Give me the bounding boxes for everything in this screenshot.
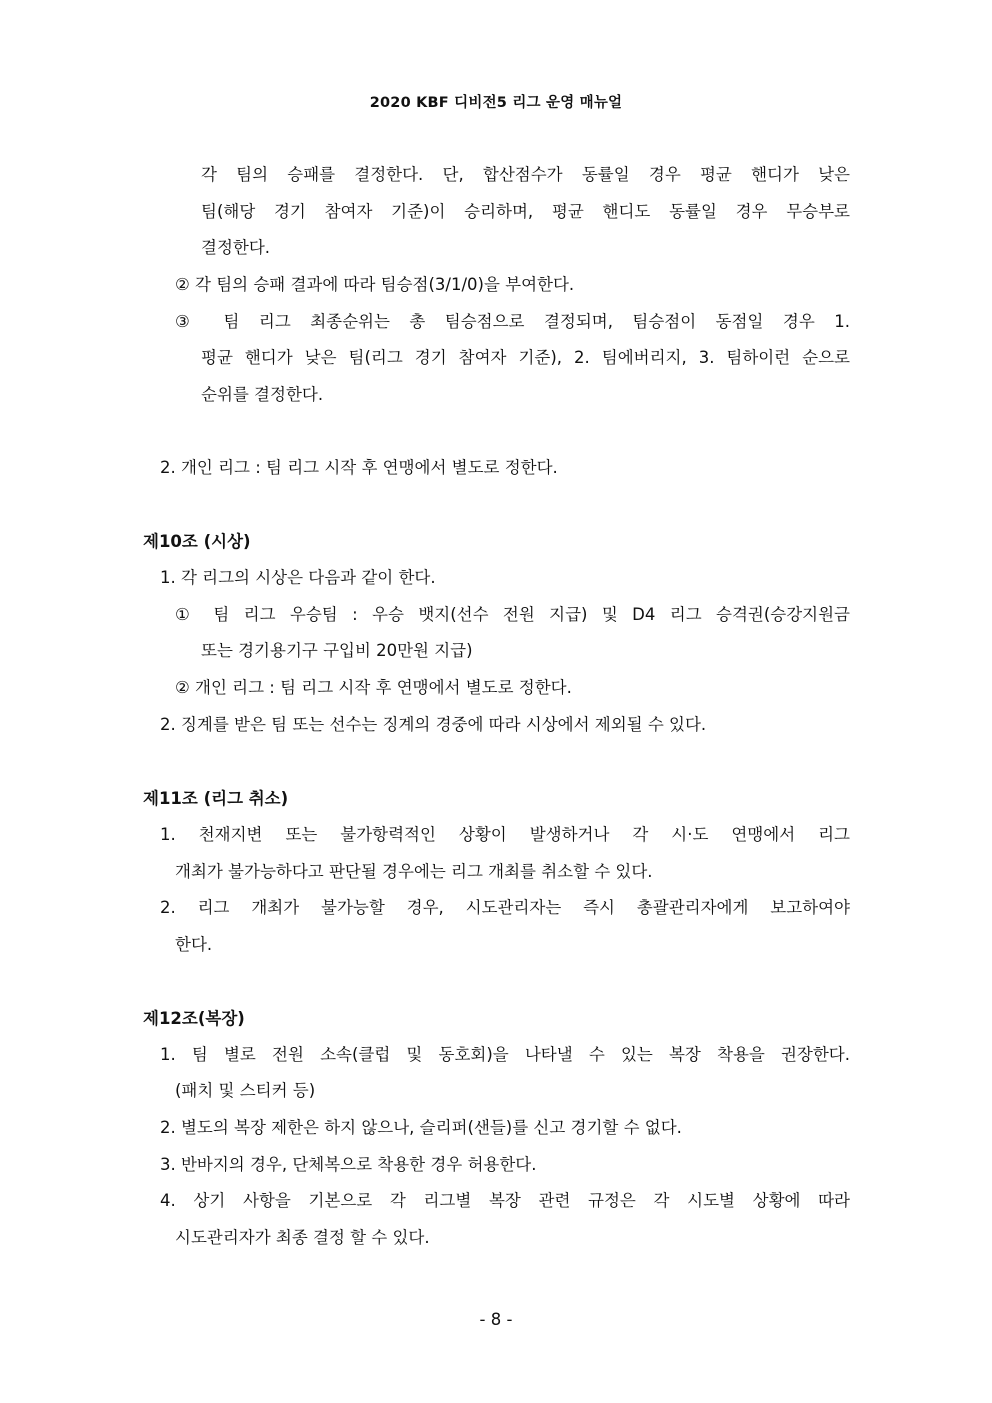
article12-item-3: 3. 반바지의 경우, 단체복으로 착용한 경우 허용한다.: [160, 1155, 537, 1174]
article12-item-2: 2. 별도의 복장 제한은 하지 않으나, 슬리퍼(샌들)를 신고 경기할 수 없다.: [160, 1118, 682, 1137]
article11-item-1-line-1: 1. 천재지변 또는 불가항력적인 상황이 발생하거나 각 시·도 연맹에서 리그: [160, 825, 850, 844]
article12-item-1-line-1: 1. 팀 별로 전원 소속(클럽 및 동호회)을 나타낼 수 있는 복장 착용을 권장한다.: [160, 1045, 850, 1064]
article10-sub-1-line-1: ① 팀 리그 우승팀 : 우승 뱃지(선수 전원 지급) 및 D4 리그 승격권(승강지원금: [175, 605, 850, 624]
article10-sub-1-line-2: 또는 경기용기구 구입비 20만원 지급): [201, 641, 473, 660]
article12-heading: 제12조(복장): [143, 1009, 245, 1028]
article9-item-3-line-2: 평균 핸디가 낮은 팀(리그 경기 참여자 기준), 2. 팀에버리지, 3. 팀하이런 순으로: [201, 348, 850, 367]
article11-item-2-line-2: 한다.: [175, 935, 213, 954]
article12-item-4-line-1: 4. 상기 사항을 기본으로 각 리그별 복장 관련 규정은 각 시도별 상황에 따라: [160, 1191, 850, 1210]
article12-item-1-line-2: (패치 및 스티커 등): [175, 1081, 316, 1100]
document-header-title: 2020 KBF 디비전5 리그 운영 매뉴얼: [369, 95, 623, 111]
article9-item-3-line-1: ③ 팀 리그 최종순위는 총 팀승점으로 결정되며, 팀승점이 동점일 경우 1.: [175, 312, 850, 331]
article11-item-2-line-1: 2. 리그 개최가 불가능할 경우, 시도관리자는 즉시 총괄관리자에게 보고하여야: [160, 898, 850, 917]
article12-item-4-line-2: 시도관리자가 최종 결정 할 수 있다.: [175, 1228, 430, 1247]
article9-section-2: 2. 개인 리그 : 팀 리그 시작 후 연맹에서 별도로 정한다.: [160, 458, 558, 477]
article10-sub-2: ② 개인 리그 : 팀 리그 시작 후 연맹에서 별도로 정한다.: [175, 678, 572, 697]
article11-item-1-line-2: 개최가 불가능하다고 판단될 경우에는 리그 개최를 취소할 수 있다.: [175, 862, 653, 881]
article9-paragraph-line-1: 각 팀의 승패를 결정한다. 단, 합산점수가 동률일 경우 평균 핸디가 낮은: [201, 165, 850, 184]
article9-item-3-line-3: 순위를 결정한다.: [201, 385, 324, 404]
article11-heading: 제11조 (리그 취소): [143, 789, 289, 808]
article10-heading: 제10조 (시상): [143, 532, 251, 551]
page-number: - 8 -: [479, 1310, 513, 1329]
article9-paragraph-line-2: 팀(해당 경기 참여자 기준)이 승리하며, 평균 핸디도 동률일 경우 무승부로: [201, 202, 850, 221]
article9-item-2: ② 각 팀의 승패 결과에 따라 팀승점(3/1/0)을 부여한다.: [175, 275, 575, 294]
article10-item-1: 1. 각 리그의 시상은 다음과 같이 한다.: [160, 568, 436, 587]
article10-item-2: 2. 징계를 받은 팀 또는 선수는 징계의 경중에 따라 시상에서 제외될 수 있다.: [160, 715, 707, 734]
article9-paragraph-line-3: 결정한다.: [201, 238, 271, 257]
